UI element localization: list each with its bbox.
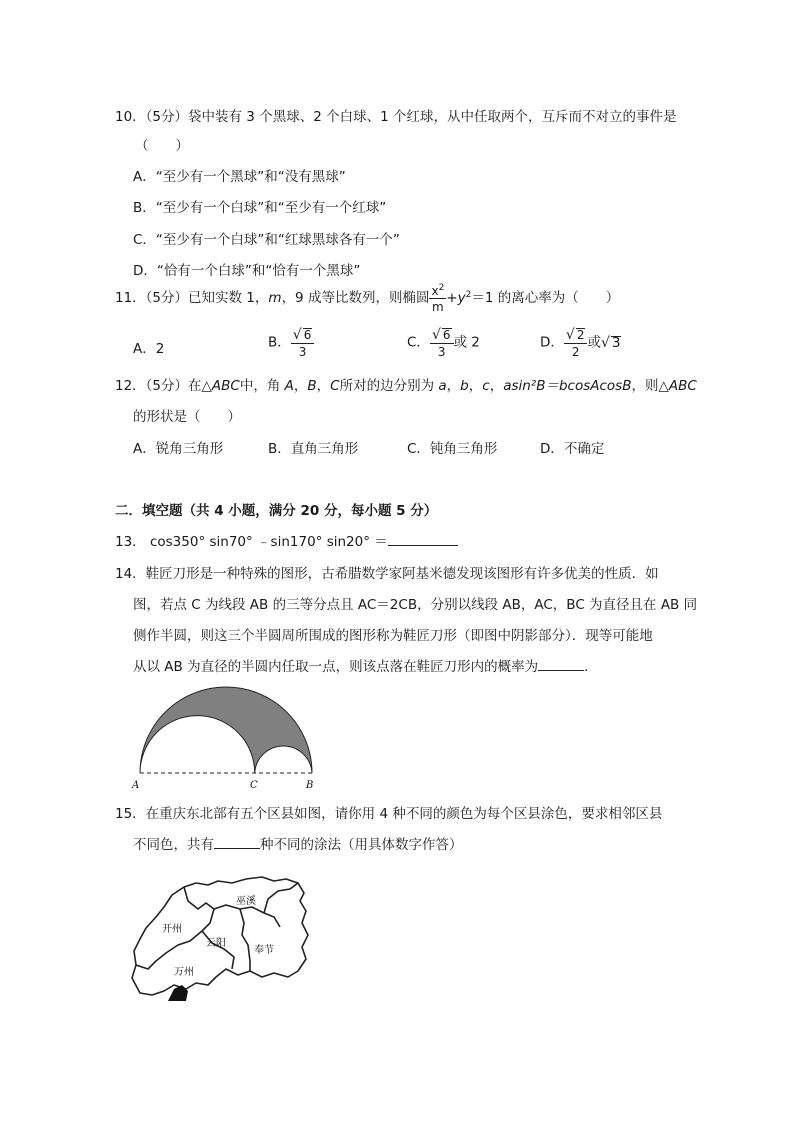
point-b-label: B [306, 780, 314, 791]
section-title: 二．填空题（共 4 小题，满分 20 分，每小题 5 分） [115, 503, 438, 519]
q12-line2: 的形状是（ ） [133, 409, 241, 425]
q11-b-label: B． [268, 334, 291, 351]
q12-option-c: C．钝角三角形 [407, 441, 498, 457]
frac-num-sup: 2 [438, 283, 445, 293]
q12-stem-a: 12．（5分）在△ [115, 378, 212, 394]
border-yunyang-wanzhou [202, 931, 234, 969]
q11-d-radicand: 2 [576, 328, 585, 342]
map-label-yunyang: 云阳 [206, 938, 226, 949]
q13-answer-blank[interactable] [388, 545, 458, 546]
q12-option-a: A．锐角三角形 [133, 441, 224, 457]
q10-option-c: C．“至少有一个白球”和“红球黑球各有一个” [133, 232, 400, 248]
q10-option-b: B．“至少有一个白球”和“至少有一个红球” [133, 200, 387, 216]
q11-c-fraction: $\frac{√ 6}{3}$ [430, 328, 454, 358]
border-wuxi-south [214, 905, 280, 927]
q12-stem-b: 中，角 [239, 378, 281, 394]
q11-y: y [457, 289, 466, 306]
q11-stem-pre: 11．（5分）已知实数 1， [115, 289, 269, 306]
map-label-wuxi: 巫溪 [236, 896, 256, 907]
q10-option-a: A．“至少有一个黑球”和“没有黑球” [133, 169, 346, 185]
q12-option-b: B．直角三角形 [268, 441, 359, 457]
q14-line1: 14．鞋匠刀形是一种特殊的图形，古希腊数学家阿基米德发现该图形有许多优美的性质．如 [115, 566, 659, 582]
q11-c-tail: 或 2 [453, 334, 480, 351]
arbelos-shaded-region [140, 687, 312, 773]
q11-option-d: D． $\frac{√ 2}{2}$ 或√ 3 [540, 327, 621, 359]
q11-m: m [268, 289, 282, 306]
q15-line2b: 种不同的涂法（用具体数字作答） [260, 837, 463, 853]
q11-d-den: 2 [571, 345, 580, 359]
q11-d-or: 或 [587, 334, 601, 351]
q14-line4-text: 从以 AB 为直径的半圆内任取一点，则该点落在鞋匠刀形内的概率为 [133, 659, 539, 675]
district-map [128, 873, 313, 1003]
q12-side-b: b [460, 378, 469, 394]
q11-option-b [268, 328, 314, 358]
border-yunyang-fengjie [240, 909, 250, 971]
q14-line4 [133, 655, 598, 675]
q10-stem: 10．（5分）袋中装有 3 个黑球、2 个白球、1 个红球，从中任取两个，互斥而不对立的事件是 [115, 109, 677, 125]
q15-line2a: 不同色，共有 [133, 837, 214, 853]
q12-stem: 12．（5分）在△ABC中，角 A，B，C所对的边分别为 a，b，c，asin²B＝bcosAcosB，则△ABC [115, 378, 697, 394]
q13-expression: 13． cos350° sin70° ﹣sin170° sin20° ＝ [115, 534, 388, 550]
q11-option-c [407, 328, 480, 358]
map-label-fengjie: 奉节 [254, 945, 274, 956]
q15-line2 [133, 833, 463, 853]
map-outline [132, 877, 308, 995]
q11-option-a: A．2 [133, 341, 165, 357]
q11-stem-mid: ，9 成等比数列，则椭圆 [281, 289, 430, 306]
q14-line3: 侧作半圆，则这三个半圆周所围成的图形称为鞋匠刀形（即图中阴影部分）．现等可能地 [133, 628, 653, 644]
q12-side-a: a [438, 378, 447, 394]
q12-side-c: c [482, 378, 490, 394]
q11-d-label: D． [540, 334, 564, 351]
q11-stem-post: ＝1 的离心率为（ ） [471, 289, 620, 306]
frac-den: m [432, 300, 444, 314]
q11-stem [115, 284, 619, 313]
q11-b-den: 3 [298, 345, 307, 359]
q11-y-sup: 2 [465, 290, 472, 300]
q11-b-radicand: 6 [303, 328, 312, 342]
q11-plus: + [446, 289, 458, 306]
q13-text [115, 530, 458, 550]
q12-equation: asin²B＝bcosAcosB [503, 378, 632, 394]
q11-d-radicand2: 3 [611, 334, 621, 351]
q15-line1: 15．在重庆东北部有五个区县如图，请你用 4 种不同的颜色为每个区县涂色，要求相邻区县 [115, 806, 663, 822]
q14-line2: 图，若点 C 为线段 AB 的三等分点且 AC＝2CB，分别以线段 AB，AC，BC 为直径且在 AB 同 [133, 597, 698, 613]
border-kaizhou-wuxi [184, 887, 214, 931]
border-kaizhou-wanzhou [136, 931, 202, 969]
arbelos-figure [120, 680, 330, 795]
q14-answer-blank[interactable] [538, 670, 584, 671]
q12-option-d: D．不确定 [540, 441, 605, 457]
q10-paren: （ ） [135, 138, 189, 154]
q11-c-den: 3 [437, 345, 446, 359]
q12-angle-b: B [307, 378, 317, 394]
q11-c-label: C． [407, 334, 430, 351]
q10-option-d: D．“恰有一个白球”和“恰有一个黑球” [133, 263, 361, 279]
q12-abc: ABC [211, 378, 240, 394]
q12-stem-c: 所对的边分别为 [339, 378, 435, 394]
map-label-wanzhou: 万州 [174, 967, 194, 978]
q12-stem-d: ，则△ [631, 378, 669, 394]
q12-angle-a: A [284, 378, 294, 394]
ellipse-fraction [429, 284, 446, 313]
q11-c-radicand: 6 [442, 328, 451, 342]
border-wuxi-east [264, 883, 298, 913]
q15-answer-blank[interactable] [214, 848, 260, 849]
frac-num: x [431, 284, 439, 298]
q12-abc2: ABC [668, 378, 697, 394]
point-c-label: C [250, 780, 258, 791]
q11-d-fraction: $\frac{√ 2}{2}$ [564, 328, 588, 358]
q12-angle-c: C [330, 378, 340, 394]
q11-b-fraction: $\frac{√ 6}{3}$ [291, 328, 315, 358]
point-a-label: A [132, 780, 140, 791]
map-label-kaizhou: 开州 [162, 924, 182, 935]
q14-line4-end: ． [584, 659, 598, 675]
